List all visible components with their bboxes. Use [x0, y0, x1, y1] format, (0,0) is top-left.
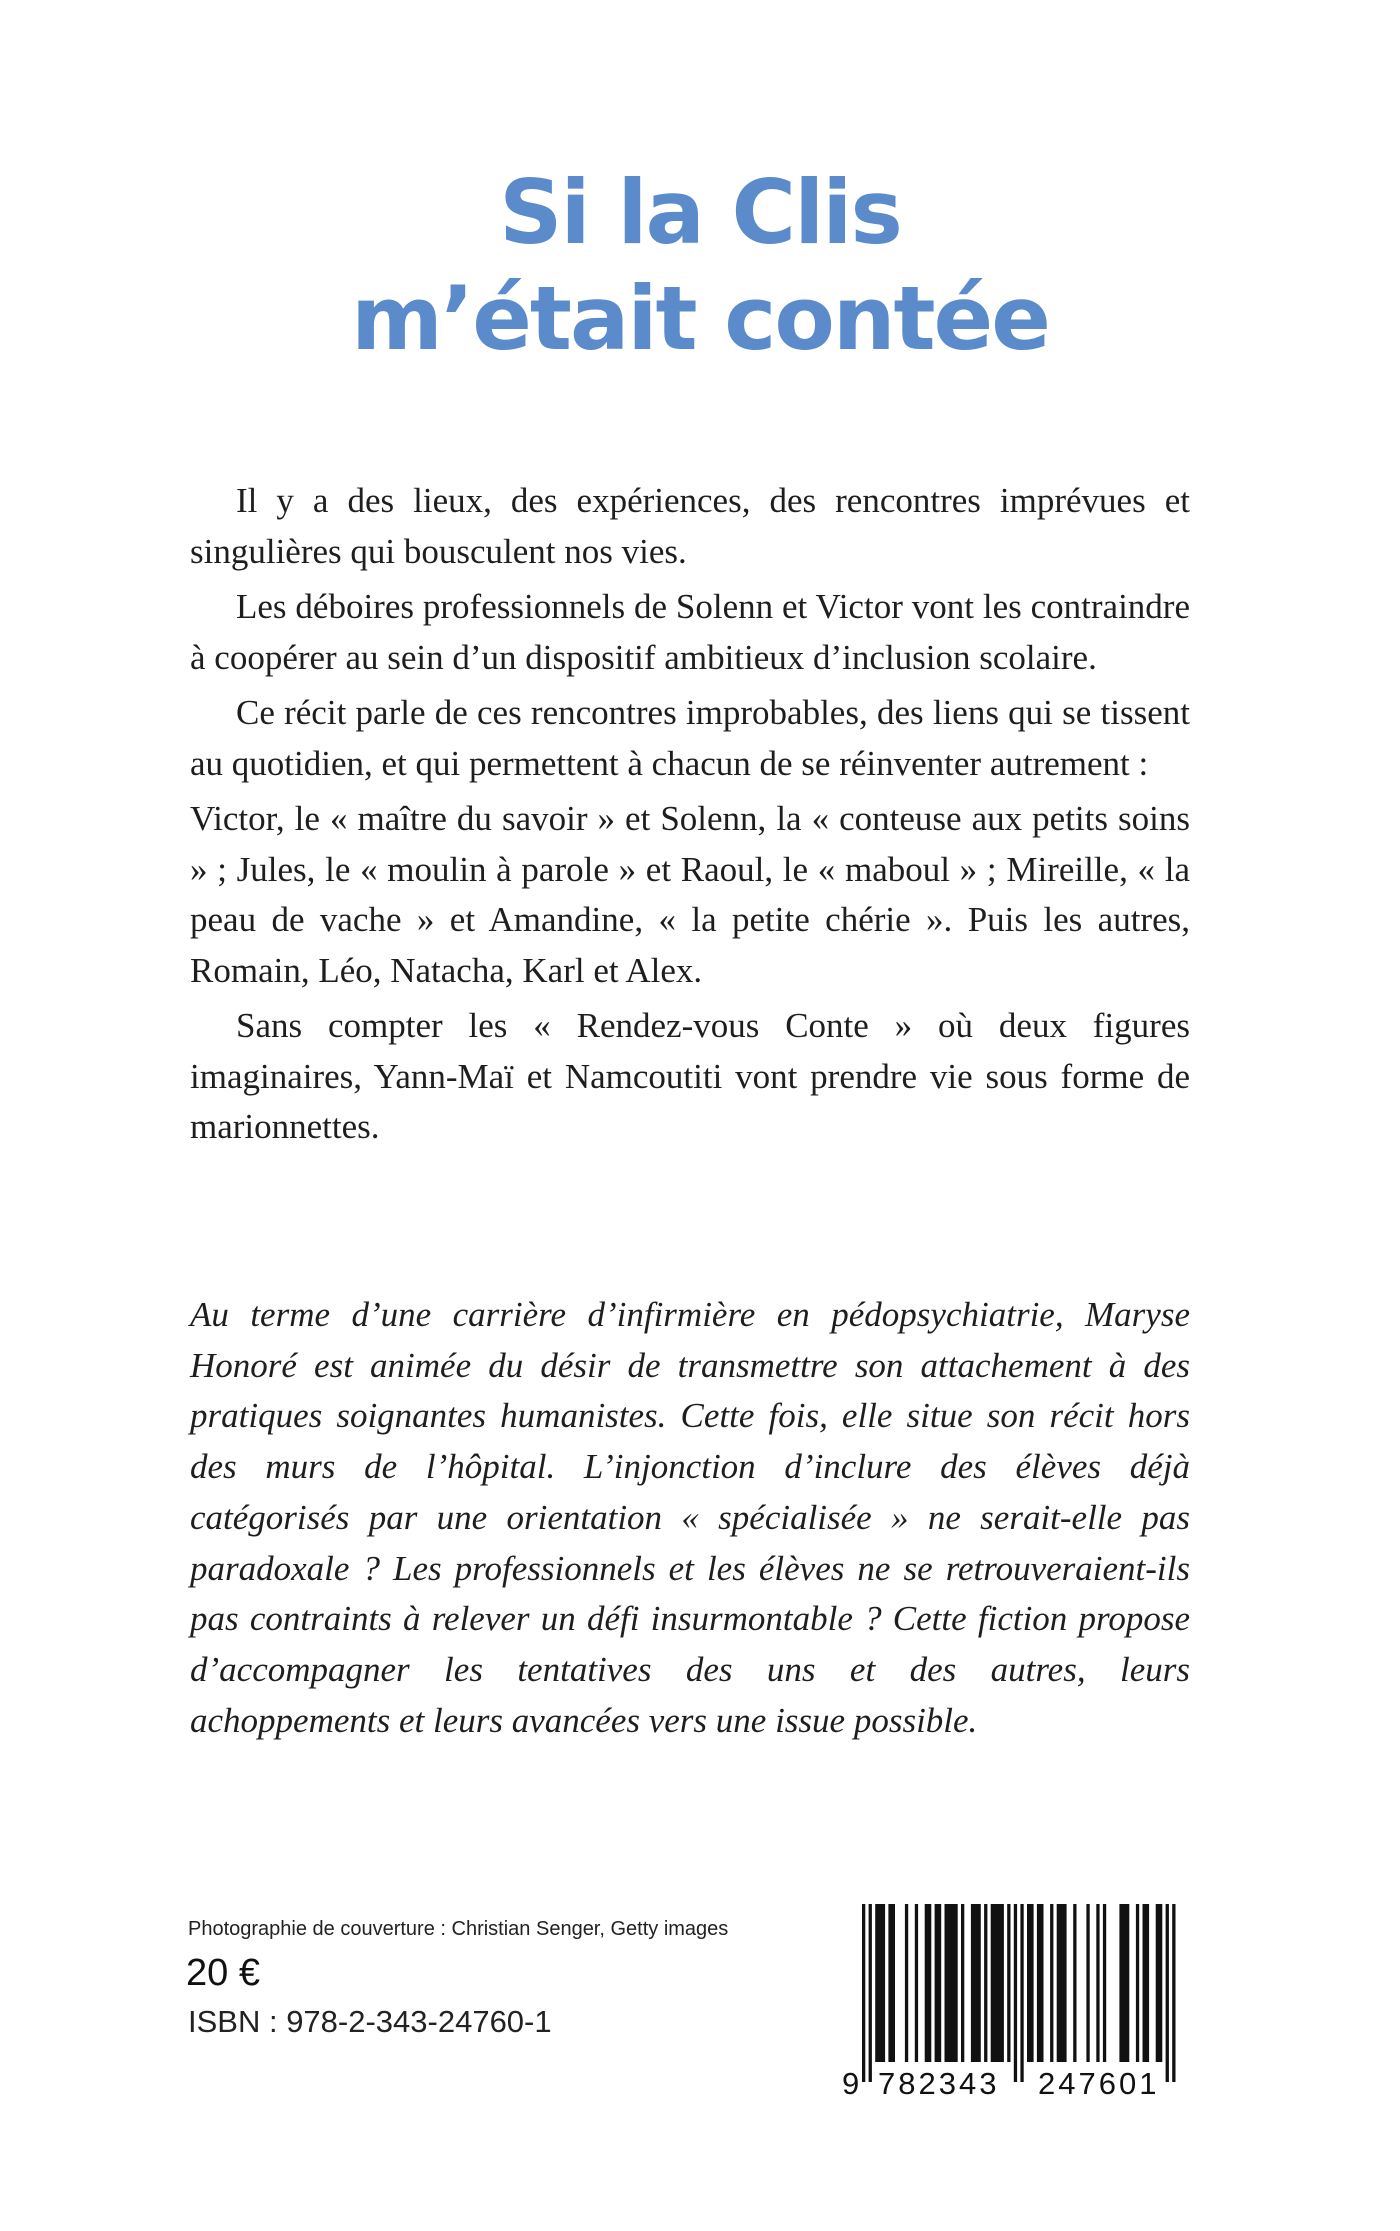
barcode-bar — [935, 1904, 942, 2062]
blurb-paragraph-1: Il y a des lieux, des expériences, des rencontres imprévues et singulières qui bousculent nos vies. — [190, 481, 1190, 571]
barcode-bar — [1073, 1904, 1076, 2062]
barcode-bar — [1086, 1904, 1089, 2062]
blurb-paragraph-3: Ce récit parle de ces rencontres improbables, des liens qui se tissent au quotidien, et qui permettent à chacun de se réinventer autrement : — [190, 693, 1190, 783]
barcode-bar — [1037, 1904, 1044, 2062]
barcode-bar — [1136, 1904, 1139, 2062]
price: 20 € — [186, 1952, 260, 1994]
barcode-bar — [961, 1904, 964, 2062]
barcode-bar — [869, 1904, 872, 2082]
blurb-paragraph-2: Les déboires professionnels de Solenn et Victor vont les contraindre à coopérer au sein d’un dispositif ambitieux d’inclusion scolaire. — [190, 587, 1190, 677]
barcode-bar — [1020, 1904, 1023, 2082]
barcode-bar — [862, 1904, 865, 2082]
barcode-bar — [984, 1904, 987, 2062]
barcode-bar — [1166, 1904, 1169, 2082]
barcode-bar — [1156, 1904, 1163, 2062]
barcode-bar — [925, 1904, 932, 2062]
barcode-bar — [1050, 1904, 1053, 2062]
barcode-bar — [1172, 1904, 1175, 2082]
barcode-bar — [1103, 1904, 1106, 2062]
book-title — [0, 160, 1400, 372]
barcode-bar — [991, 1904, 1004, 2062]
barcode-bar — [1027, 1904, 1034, 2062]
barcode-first-digit: 9 — [842, 2066, 860, 2101]
title-line-1: Si la Clis — [499, 161, 901, 264]
barcode-bar — [1057, 1904, 1067, 2062]
blurb-paragraph-4: Victor, le « maître du savoir » et Solenn, la « conteuse aux petits soins » ; Jules, le « moulin à parole » et Raoul, le « maboul » ; Mireille, « la peau de vache » et Amandine, « la petite chérie ». Puis les autres, Romain, Léo, Natacha, Karl et Alex. — [190, 799, 1190, 990]
barcode-bar — [888, 1904, 895, 2062]
blurb-text — [190, 476, 1190, 1158]
author-bio: Au terme d’une carrière d’infirmière en pédopsychiatrie, Maryse Honoré est animée du désir de transmettre son attachement à des pratiques soignantes humanistes. Cette fois, elle situe son récit hors des murs de l’hôpital. L’injonction d’inclure des élèves déjà catégorisés par une orientation « spécialisée » ne serait-elle pas paradoxale ? Les professionnels et les élèves ne se retrouveraient-ils pas contraints à relever un défi insurmontable ? Cette fiction propose d’accompagner les tentatives des uns et des autres, leurs achoppements et leurs avancées vers une issue possible. — [190, 1295, 1190, 1740]
barcode-bar — [1119, 1904, 1129, 2062]
title-line-2: m’était contée — [351, 267, 1049, 370]
barcode-bar — [915, 1904, 918, 2062]
barcode-bar — [875, 1904, 885, 2062]
blurb-paragraph-5: Sans compter les « Rendez-vous Conte » où deux figures imaginaires, Yann-Maï et Namcoutiti vont prendre vie sous forme de marionnettes. — [190, 1006, 1190, 1146]
barcode-bar — [945, 1904, 958, 2062]
barcode-bar — [1096, 1904, 1099, 2062]
barcode-bar — [1143, 1904, 1150, 2062]
barcode-right-group: 247601 — [1038, 2066, 1160, 2101]
barcode-left-group: 782343 — [878, 2066, 1000, 2101]
isbn: ISBN : 978-2-343-24760-1 — [188, 2004, 552, 2039]
barcode-bar — [971, 1904, 981, 2062]
photo-credit: Photographie de couverture : Christian Senger, Getty images — [188, 1918, 729, 1940]
barcode-bar — [1014, 1904, 1017, 2082]
barcode-bar — [1007, 1904, 1010, 2062]
barcode-bar — [905, 1904, 908, 2062]
